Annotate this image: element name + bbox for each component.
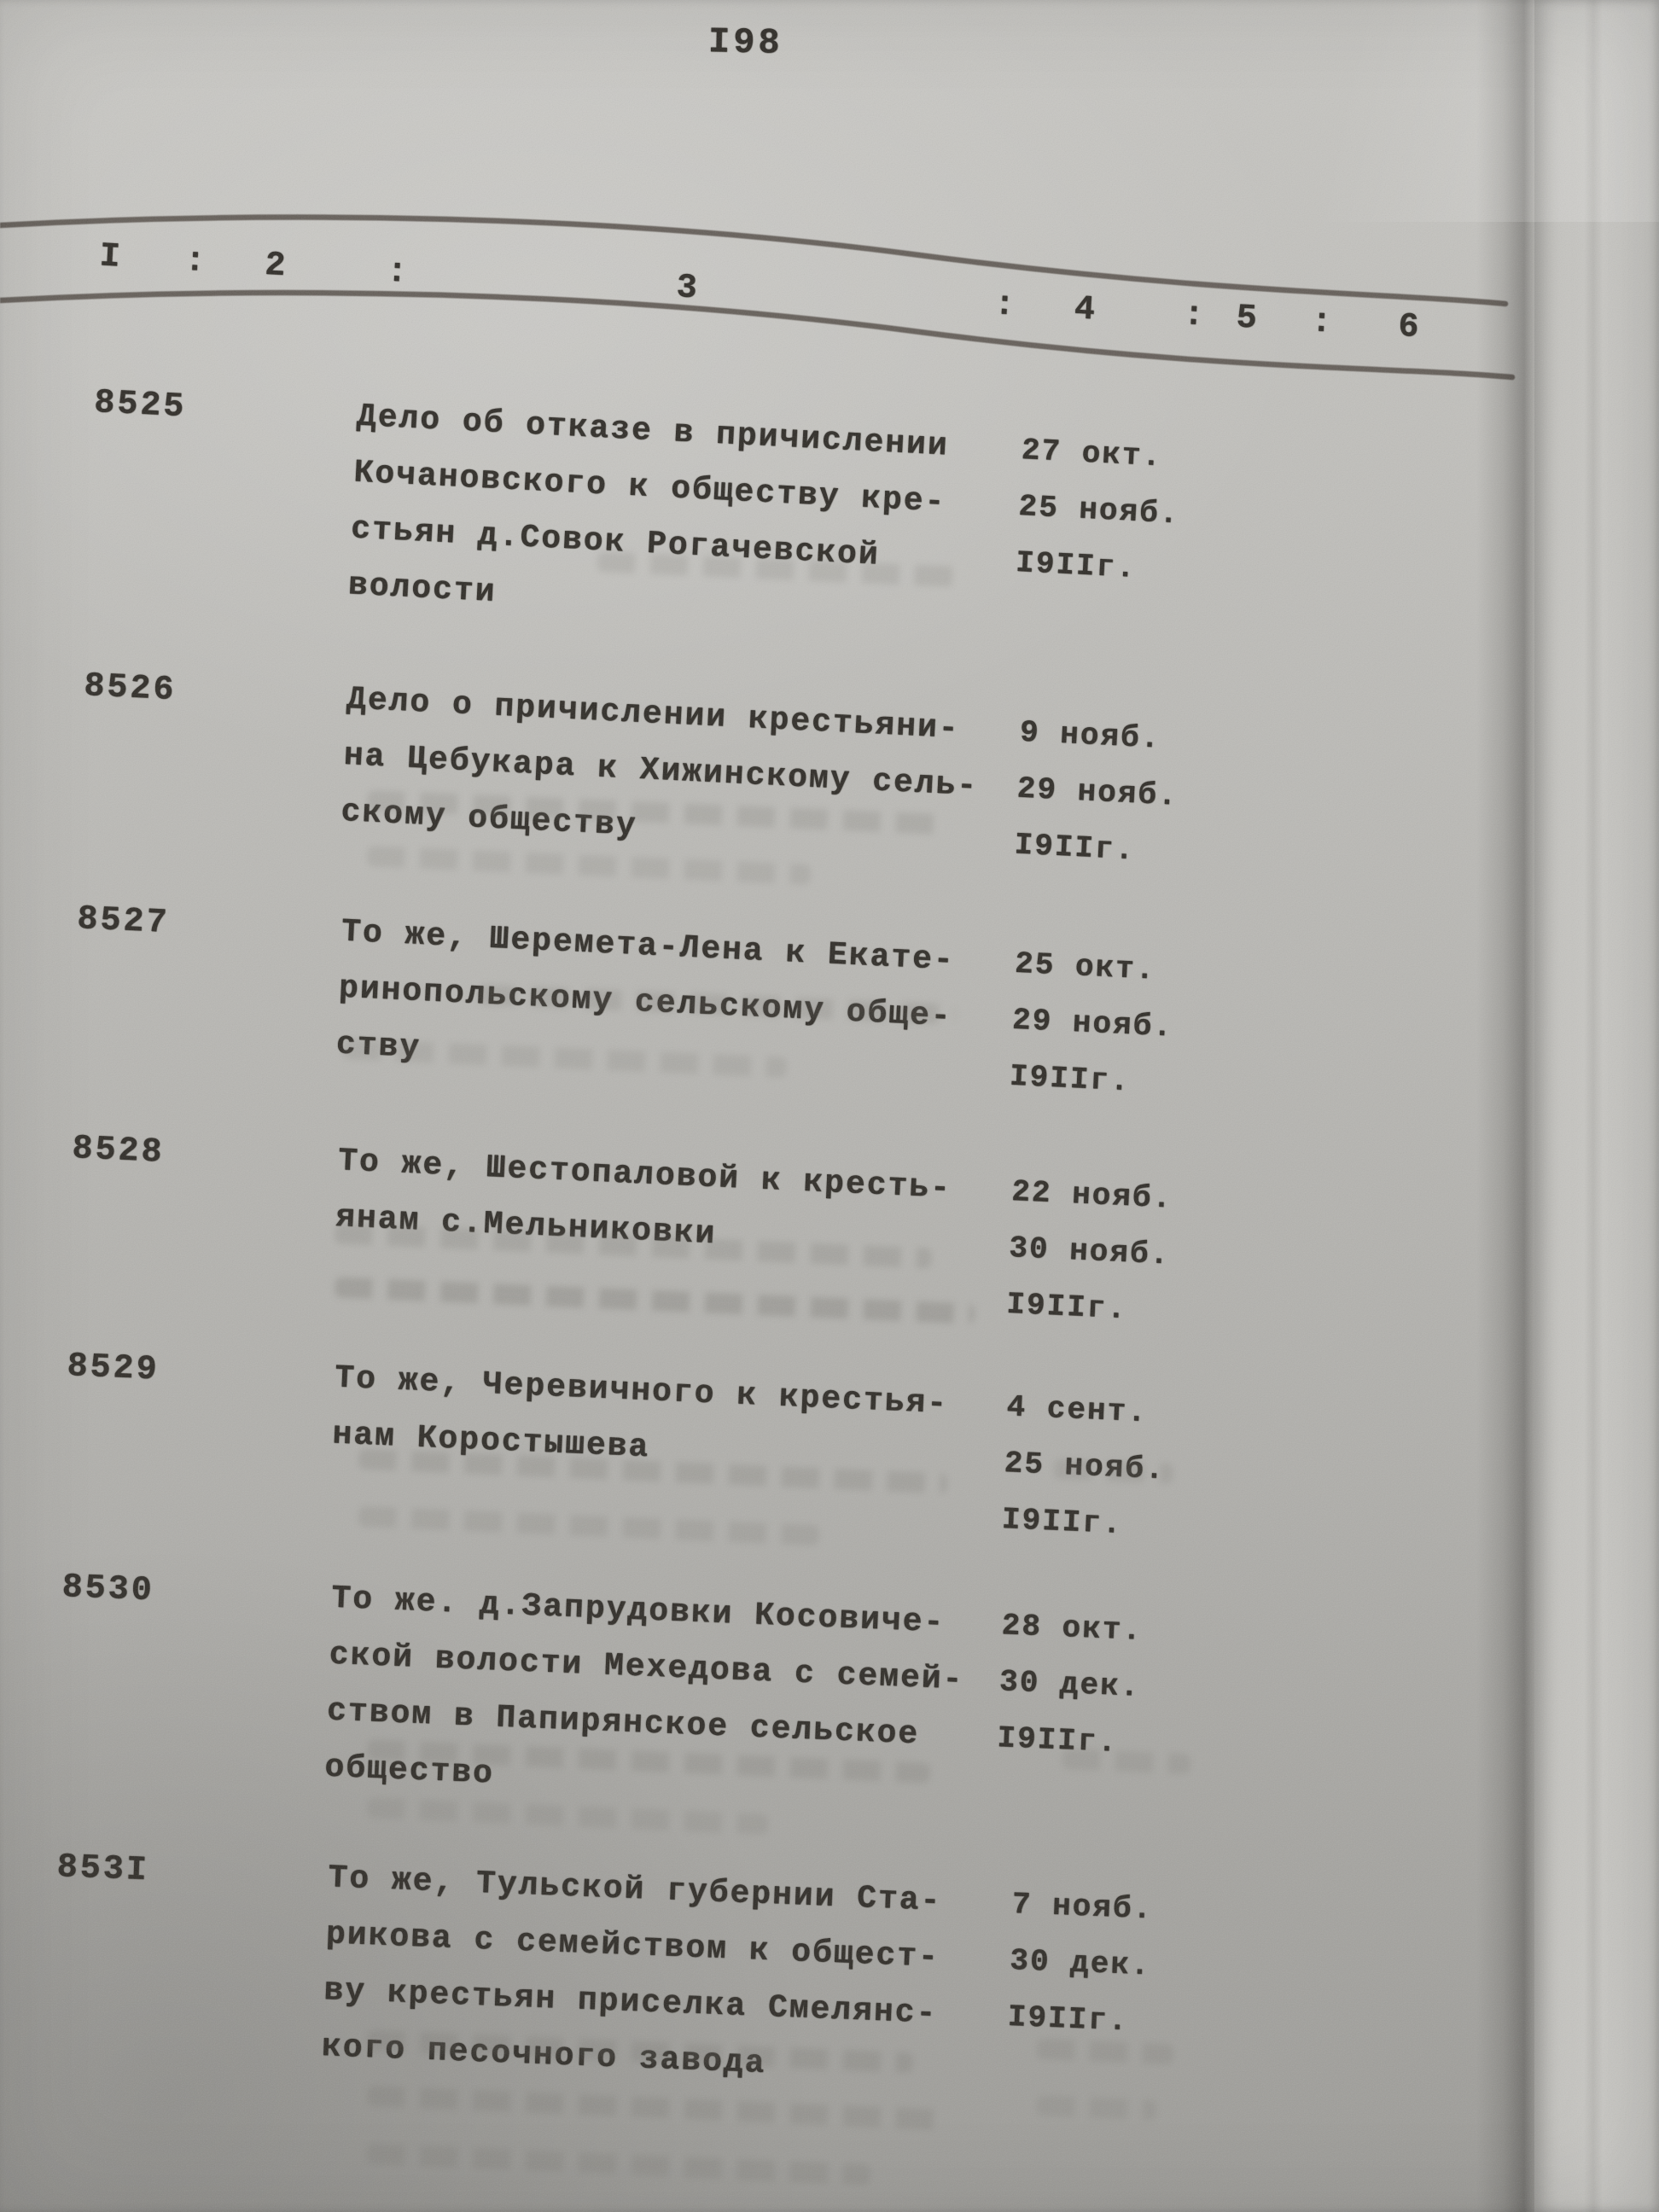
description-line: То же, Шестопаловой к кресть-: [337, 1143, 952, 1208]
entry-number-column: [55, 1840, 149, 1900]
entry-number: 8529: [66, 1347, 160, 1390]
table-row: [0, 1837, 1658, 2083]
entry-dates-column: [1015, 422, 1185, 599]
date-line: 25 нояб.: [1017, 488, 1181, 533]
description-line: ством в Папирянское сельское: [326, 1692, 920, 1754]
description-line: кого песочного завода: [321, 2029, 767, 2083]
description-line: на Цебукара к Хижинскому сель-: [342, 736, 980, 806]
date-line: 29 нояб.: [1016, 771, 1179, 814]
column-header-3: 3: [675, 268, 698, 309]
entry-dates-column: [1013, 705, 1182, 882]
date-line: 25 окт.: [1014, 946, 1157, 988]
column-header-5: 5: [1235, 299, 1258, 339]
column-header-1: I: [98, 237, 121, 277]
date-line: 27 окт.: [1020, 433, 1164, 475]
table-row: [0, 655, 1657, 869]
entry-number-column: [83, 659, 178, 719]
bleed-through-line: [335, 1277, 975, 1324]
column-separator: :: [992, 286, 1016, 326]
description-line: Дело о причислении крестьяни-: [345, 681, 961, 748]
table-row: [0, 1118, 1657, 1328]
column-header-6: 6: [1397, 307, 1420, 348]
column-separator: :: [385, 253, 409, 293]
entry-number-column: [76, 892, 171, 952]
date-line: 30 нояб.: [1008, 1230, 1171, 1273]
date-line: I9IIг.: [1001, 1501, 1124, 1542]
date-line: I9IIг.: [1015, 544, 1138, 586]
description-line: Дело об отказе в причислении: [355, 398, 950, 465]
page-number: I98: [707, 21, 784, 64]
entry-description-column: [335, 905, 956, 1103]
entry-description-column: [321, 1850, 943, 2098]
date-line: 30 дек.: [1009, 1942, 1152, 1984]
entry-number: 8528: [71, 1129, 166, 1173]
date-line: 29 нояб.: [1011, 1002, 1174, 1045]
description-line: ву крестьян приселка Смелянс-: [323, 1972, 939, 2033]
date-line: 28 окт.: [1000, 1608, 1144, 1649]
entry-number-column: [93, 375, 188, 436]
entry-description-column: [340, 672, 982, 871]
description-line: То же. д.Запрудовки Косовиче-: [330, 1580, 946, 1642]
date-line: I9IIг.: [1009, 1058, 1132, 1100]
entry-description-column: [335, 1133, 953, 1273]
table-row: [0, 888, 1657, 1100]
entry-dates-column: [1001, 1379, 1169, 1555]
entry-number: 8530: [61, 1568, 155, 1611]
date-line: I9IIг.: [1007, 1999, 1130, 2040]
column-separator: :: [1310, 303, 1333, 343]
table-row: [0, 1336, 1657, 1542]
entry-number-column: [66, 1339, 160, 1400]
description-line: ринопольскому сельскому обще-: [338, 969, 953, 1036]
description-line: То же, Шеремета-Лена к Екате-: [341, 913, 956, 980]
entry-number: 853I: [55, 1848, 150, 1891]
entry-dates-column: [1008, 936, 1177, 1113]
entry-description-column: [323, 1571, 967, 1822]
description-line: нам Коростышева: [331, 1416, 651, 1467]
description-line: стьян д.Совок Рогачевской: [350, 510, 881, 574]
column-header-4: 4: [1073, 290, 1097, 330]
entry-dates-column: [1007, 1877, 1155, 2051]
page-fold-line: [1584, 0, 1603, 2212]
description-line: волости: [346, 567, 498, 612]
entry-description-column: [346, 389, 950, 644]
description-line: янам с.Мельниковки: [335, 1199, 718, 1254]
date-line: 9 нояб.: [1019, 714, 1162, 757]
entry-number: 8525: [93, 383, 188, 428]
description-line: То же, Черевичного к крестья-: [334, 1359, 949, 1423]
page-fold-shadow: [1476, 0, 1536, 2212]
entry-number: 8526: [83, 667, 178, 711]
scan-light-area: [1130, 0, 1659, 222]
entry-dates-column: [1005, 1164, 1174, 1340]
date-line: I9IIг.: [1005, 1286, 1128, 1328]
entry-number: 8527: [76, 899, 171, 944]
date-line: 30 дек.: [998, 1664, 1142, 1705]
bleed-through-line: [1037, 2095, 1157, 2121]
date-line: I9IIг.: [1013, 827, 1137, 869]
description-line: То же, Тульской губернии Ста-: [327, 1860, 943, 1920]
entry-number-column: [71, 1121, 166, 1182]
date-line: 25 нояб.: [1003, 1446, 1167, 1488]
date-line: 7 нояб.: [1011, 1886, 1154, 1928]
description-line: ству: [335, 1026, 422, 1068]
bleed-through-line: [358, 1506, 820, 1546]
column-separator: :: [183, 242, 207, 282]
column-separator: :: [1182, 296, 1205, 336]
entry-dates-column: [996, 1598, 1144, 1772]
description-line: Кочановского к обществу кре-: [352, 454, 947, 521]
entry-number-column: [61, 1560, 155, 1620]
table-row: [0, 1557, 1657, 1793]
date-line: 22 нояб.: [1010, 1173, 1173, 1217]
column-header-2: 2: [264, 246, 287, 287]
date-line: 4 сент.: [1005, 1389, 1149, 1431]
description-line: ской волости Мехедова с семей-: [328, 1636, 965, 1699]
bleed-through-line: [367, 2144, 870, 2186]
date-line: I9IIг.: [996, 1720, 1119, 1761]
description-line: скому обществу: [340, 793, 638, 845]
description-line: рикова с семейством к общест-: [325, 1916, 940, 1976]
entry-description-column: [331, 1350, 949, 1489]
description-line: общество: [323, 1749, 495, 1793]
